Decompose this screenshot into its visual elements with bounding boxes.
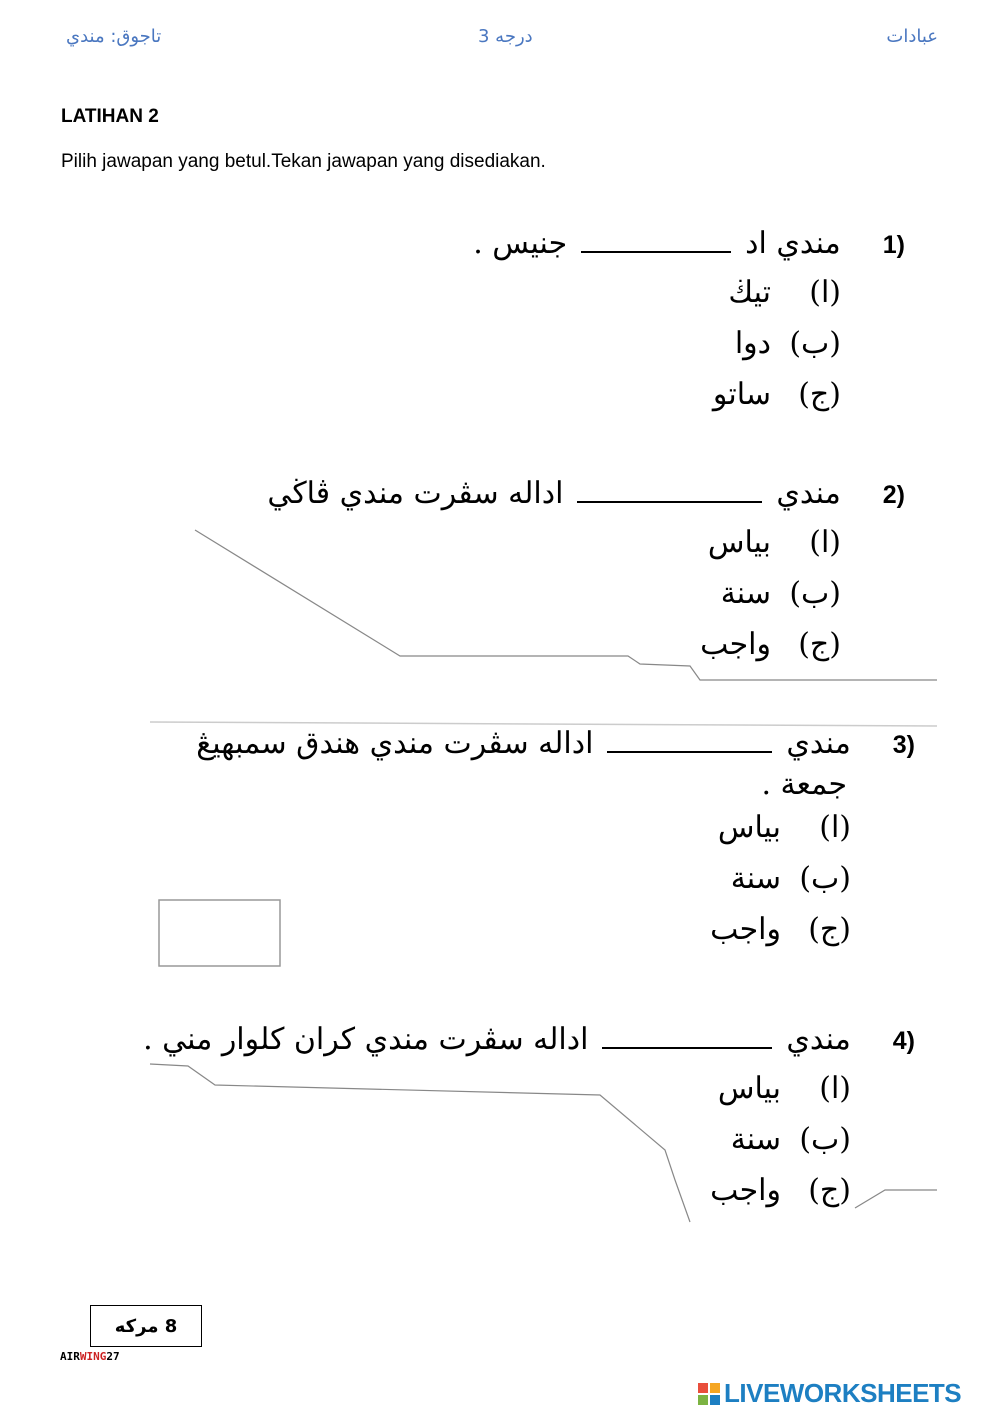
question-continuation: جمعة .	[761, 767, 847, 802]
score-box: 8 مركه	[90, 1305, 202, 1347]
option-c[interactable]: (ج) ساتو	[712, 377, 841, 412]
question-number: 1)	[882, 231, 905, 259]
option-c[interactable]: (ج) واجب	[700, 627, 841, 662]
liveworksheets-icon	[698, 1383, 720, 1405]
option-a[interactable]: (ا) تيڬ	[728, 275, 841, 310]
question-text-after: جنيس .	[473, 226, 568, 261]
option-b[interactable]: (ب) سنة	[730, 861, 851, 896]
question-3	[196, 726, 915, 963]
logo-square-orange	[710, 1383, 720, 1393]
liveworksheets-wordmark: LIVEWORKSHEETS	[724, 1378, 962, 1408]
option-c[interactable]: (ج) واجب	[710, 1173, 851, 1208]
option-a[interactable]: (ا) بياس	[707, 525, 841, 560]
option-a[interactable]: (ا) بياس	[717, 1071, 851, 1106]
question-number: 2)	[882, 481, 905, 509]
header-grade: درجه 3	[478, 26, 533, 47]
question-text-before: مندي اد	[745, 226, 841, 261]
option-b[interactable]: (ب) سنة	[720, 576, 841, 611]
question-1	[473, 226, 905, 428]
instruction-text: Pilih jawapan yang betul.Tekan jawapan yang disediakan.	[61, 151, 546, 172]
header-topic: تاجوق: مندي	[66, 26, 162, 47]
exercise-title: LATIHAN 2	[61, 106, 159, 127]
question-text-before: مندي	[776, 476, 841, 511]
answer-blank[interactable]	[581, 249, 731, 253]
question-text-before: مندي	[786, 726, 851, 761]
answer-blank[interactable]	[602, 1045, 772, 1049]
logo-square-green	[698, 1395, 708, 1405]
header-subject: عبادات	[886, 26, 938, 47]
question-text-after: اداله سڤرت مندي كران كلوار مني .	[143, 1022, 589, 1057]
question-text-after: اداله سڤرت مندي هندق سمبهيڠ	[196, 726, 594, 761]
logo-square-red	[698, 1383, 708, 1393]
question-2	[267, 476, 905, 678]
option-a[interactable]: (ا) بياس	[717, 810, 851, 845]
question-number: 3)	[892, 731, 915, 759]
logo-square-blue	[710, 1395, 720, 1405]
option-c[interactable]: (ج) واجب	[710, 912, 851, 947]
author-credit: AIRWING27	[60, 1350, 120, 1363]
option-b[interactable]: (ب) دوا	[734, 326, 841, 361]
answer-blank[interactable]	[577, 499, 762, 503]
question-4	[143, 1022, 915, 1224]
question-text-after: اداله سڤرت مندي ڤاڬي	[267, 476, 564, 511]
answer-blank[interactable]	[607, 749, 772, 753]
question-text-before: مندي	[786, 1022, 851, 1057]
liveworksheets-logo[interactable]	[698, 1378, 961, 1409]
option-b[interactable]: (ب) سنة	[730, 1122, 851, 1157]
question-number: 4)	[892, 1027, 915, 1055]
